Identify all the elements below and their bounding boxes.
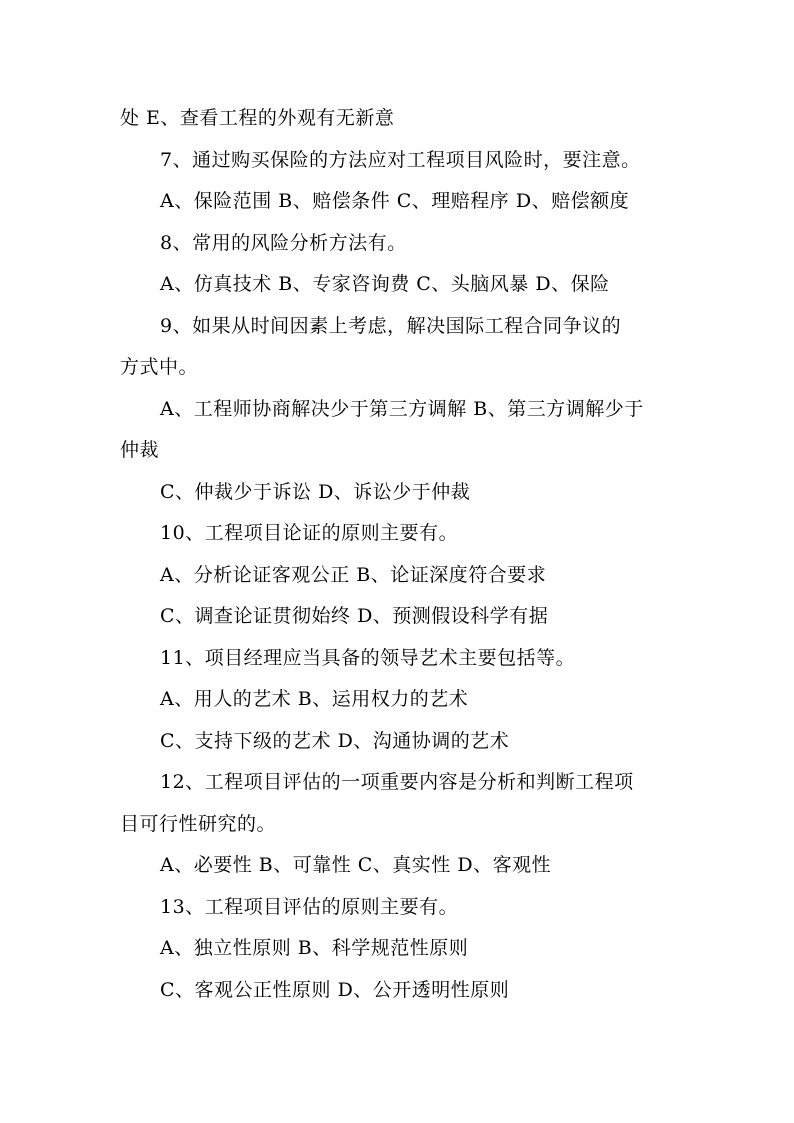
question-10-options-ab: A、分析论证客观公正 B、论证深度符合要求 (160, 564, 547, 586)
question-8: 8、常用的风险分析方法有。 (160, 232, 407, 254)
question-13-options-ab: A、独立性原则 B、科学规范性原则 (160, 937, 469, 959)
question-13-options-cd: C、客观公正性原则 D、公开透明性原则 (160, 979, 510, 1001)
question-9-options-ab: A、工程师协商解决少于第三方调解 B、第三方调解少于 (160, 398, 644, 420)
question-12-options: A、必要性 B、可靠性 C、真实性 D、客观性 (160, 854, 552, 876)
question-10: 10、工程项目论证的原则主要有。 (160, 522, 459, 544)
question-7: 7、通过购买保险的方法应对工程项目风险时，要注意。 (160, 149, 641, 171)
question-10-options-cd: C、调查论证贯彻始终 D、预测假设科学有据 (160, 605, 549, 627)
question-11-options-cd: C、支持下级的艺术 D、沟通协调的艺术 (160, 730, 510, 752)
question-12: 12、工程项目评估的一项重要内容是分析和判断工程项 (160, 771, 634, 793)
text-line-continuation-e: 处 E、查看工程的外观有无新意 (120, 107, 395, 129)
question-11-options-ab: A、用人的艺术 B、运用权力的艺术 (160, 688, 469, 710)
question-12-continuation: 目可行性研究的。 (120, 813, 277, 835)
question-9: 9、如果从时间因素上考虑，解决国际工程合同争议的 (160, 315, 622, 337)
question-11: 11、项目经理应当具备的领导艺术主要包括等。 (160, 647, 576, 669)
question-9-continuation: 方式中。 (120, 356, 199, 378)
question-13: 13、工程项目评估的原则主要有。 (160, 896, 459, 918)
question-9-options-cd: C、仲裁少于诉讼 D、诉讼少于仲裁 (160, 481, 471, 503)
question-8-options: A、仿真技术 B、专家咨询费 C、头脑风暴 D、保险 (160, 273, 610, 295)
question-9-options-ab-continuation: 仲裁 (120, 439, 160, 461)
question-7-options: A、保险范围 B、赔偿条件 C、理赔程序 D、赔偿额度 (160, 190, 630, 212)
